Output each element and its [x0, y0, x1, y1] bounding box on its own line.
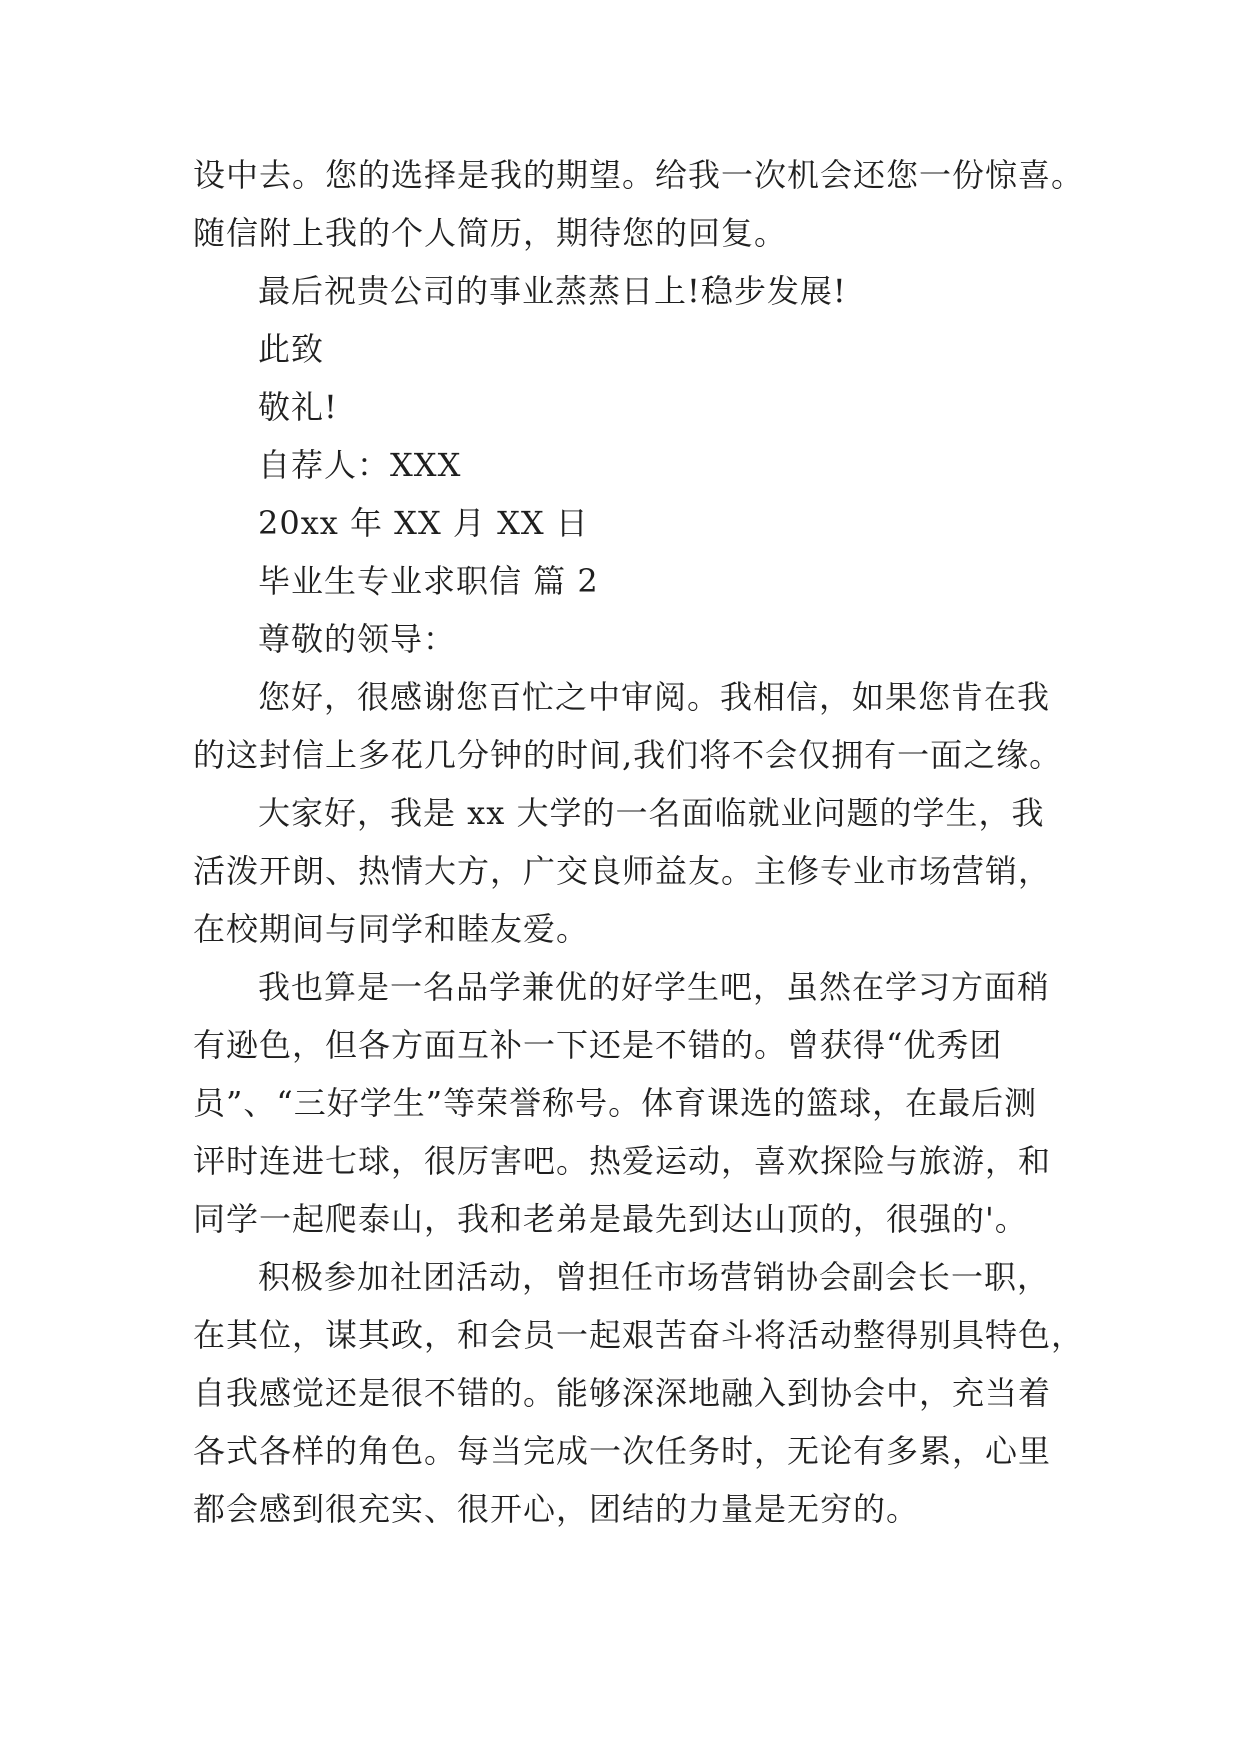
text-line: 设中去。您的选择是我的期望。给我一次机会还您一份惊喜。	[193, 156, 1085, 194]
date: 20xx 年 XX 月 XX 日	[258, 504, 589, 542]
salutation-cizhi: 此致	[258, 330, 325, 368]
text-line: 在其位，谋其政，和会员一起艰苦奋斗将活动整得别具特色，	[193, 1316, 1085, 1354]
text-line: 有逊色，但各方面互补一下还是不错的。曾获得“优秀团	[193, 1026, 1003, 1064]
text-line: 在校期间与同学和睦友爱。	[193, 910, 590, 948]
letter-body	[193, 146, 1085, 1538]
paragraph-club-activities	[193, 1248, 1085, 1538]
text-line: 随信附上我的个人简历，期待您的回复。	[193, 214, 788, 252]
text-line: 评时连进七球，很厉害吧。热爱运动，喜欢探险与旅游，和	[193, 1142, 1052, 1180]
text-line: 各式各样的角色。每当完成一次任务时，无论有多累，心里	[193, 1432, 1052, 1470]
paragraph-closing-intro	[193, 146, 1085, 262]
text-line: 大家好，我是 xx 大学的一名面临就业问题的学生，我	[258, 794, 1045, 832]
salutation-jingli: 敬礼!	[258, 388, 338, 426]
paragraph-self-description	[193, 784, 1073, 958]
greeting: 尊敬的领导：	[258, 620, 457, 658]
signature: 自荐人：XXX	[258, 446, 462, 484]
text-line: 都会感到很充实、很开心，团结的力量是无穷的。	[193, 1490, 920, 1528]
text-line: 的这封信上多花几分钟的时间,我们将不会仅拥有一面之缘。	[193, 736, 1063, 774]
section-title: 毕业生专业求职信 篇 2	[258, 562, 599, 600]
text-line: 我也算是一名品学兼优的好学生吧，虽然在学习方面稍	[258, 968, 1051, 1006]
text-line: 自我感觉还是很不错的。能够深深地融入到协会中，充当着	[193, 1374, 1052, 1412]
text-line: 您好，很感谢您百忙之中审阅。我相信，如果您肯在我	[258, 678, 1051, 716]
paragraph-achievements	[193, 958, 1073, 1248]
closing-wish: 最后祝贵公司的事业蒸蒸日上!稳步发展!	[258, 272, 847, 310]
text-line: 员”、“三好学生”等荣誉称号。体育课选的篮球，在最后测	[193, 1084, 1038, 1122]
text-line: 活泼开朗、热情大方，广交良师益友。主修专业市场营销，	[193, 852, 1052, 890]
text-line: 同学一起爬泰山，我和老弟是最先到达山顶的，很强的'。	[193, 1200, 1028, 1238]
paragraph-introduction	[193, 668, 1073, 784]
text-line: 积极参加社团活动，曾担任市场营销协会副会长一职，	[258, 1258, 1051, 1296]
